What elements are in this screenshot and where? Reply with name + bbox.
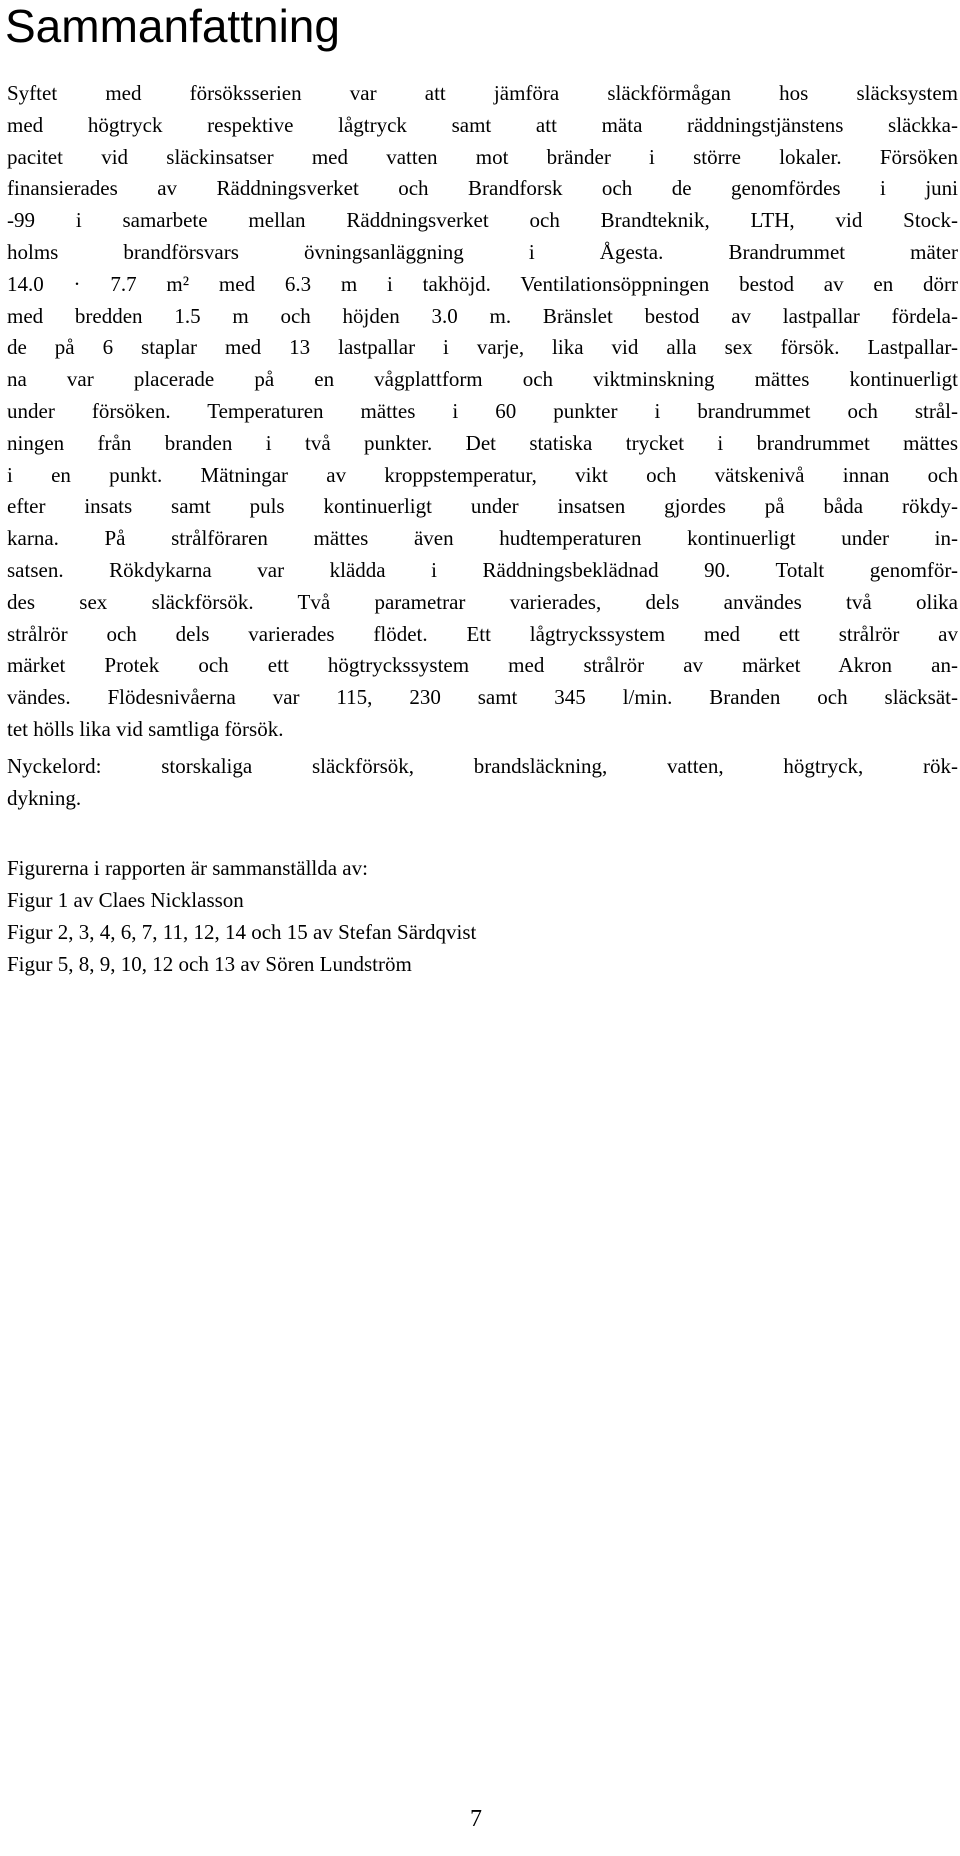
summary-line: 14.0 · 7.7 m² med 6.3 m i takhöjd. Ventilationsöppningen bestod av en dörr <box>7 271 958 296</box>
credits-intro: Figurerna i rapporten är sammanställda av: <box>7 856 368 880</box>
keywords-line: Nyckelord: storskaliga släckförsök, brandsläckning, vatten, högtryck, rök- <box>7 754 958 778</box>
keywords-line: dykning. <box>7 786 82 810</box>
keywords-paragraph <box>7 750 958 814</box>
summary-line: tet hölls lika vid samtliga försök. <box>7 716 284 741</box>
summary-line: märket Protek och ett högtryckssystem med strålrör av märket Akron an- <box>7 653 958 678</box>
summary-line: strålrör och dels varierades flödet. Ett lågtryckssystem med ett strålrör av <box>7 621 958 646</box>
summary-line: karna. På strålföraren mättes även hudtemperaturen kontinuerligt under in- <box>7 526 958 551</box>
summary-line: i en punkt. Mätningar av kroppstemperatur, vikt och vätskenivå innan och <box>7 462 958 487</box>
summary-paragraph <box>7 78 958 746</box>
summary-line: med högtryck respektive lågtryck samt att mäta räddningstjänstens släckka- <box>7 112 958 137</box>
page-title: Sammanfattning <box>5 0 340 52</box>
summary-line: under försöken. Temperaturen mättes i 60 punkter i brandrummet och strål- <box>7 398 958 423</box>
credit-line: Figur 5, 8, 9, 10, 12 och 13 av Sören Lundström <box>7 952 412 976</box>
summary-line: pacitet vid släckinsatser med vatten mot bränder i större lokaler. Försöken <box>7 144 958 169</box>
summary-line: vändes. Flödesnivåerna var 115, 230 samt 345 l/min. Branden och släcksät- <box>7 685 958 710</box>
summary-line: finansierades av Räddningsverket och Brandforsk och de genomfördes i juni <box>7 176 958 201</box>
summary-line: ningen från branden i två punkter. Det statiska trycket i brandrummet mättes <box>7 430 958 455</box>
summary-line: Syftet med försöksserien var att jämföra släckförmågan hos släcksystem <box>7 81 958 105</box>
summary-line: des sex släckförsök. Två parametrar varierades, dels användes två olika <box>7 589 958 614</box>
summary-line: satsen. Rökdykarna var klädda i Räddningsbeklädnad 90. Totalt genomför- <box>7 557 958 582</box>
page-number: 7 <box>470 1806 482 1832</box>
credit-line: Figur 2, 3, 4, 6, 7, 11, 12, 14 och 15 av Stefan Särdqvist <box>7 920 477 944</box>
summary-line: med bredden 1.5 m och höjden 3.0 m. Bränslet bestod av lastpallar fördela- <box>7 303 958 328</box>
summary-line: de på 6 staplar med 13 lastpallar i varje, lika vid alla sex försök. Lastpallar- <box>7 335 958 360</box>
summary-line: na var placerade på en vågplattform och viktminskning mättes kontinuerligt <box>7 367 958 392</box>
figure-credits <box>7 852 958 980</box>
credit-line: Figur 1 av Claes Nicklasson <box>7 888 244 912</box>
summary-line: holms brandförsvars övningsanläggning i Ågesta. Brandrummet mäter <box>7 239 958 264</box>
summary-line: -99 i samarbete mellan Räddningsverket och Brandteknik, LTH, vid Stock- <box>7 208 958 233</box>
summary-line: efter insats samt puls kontinuerligt under insatsen gjordes på båda rökdy- <box>7 494 958 519</box>
